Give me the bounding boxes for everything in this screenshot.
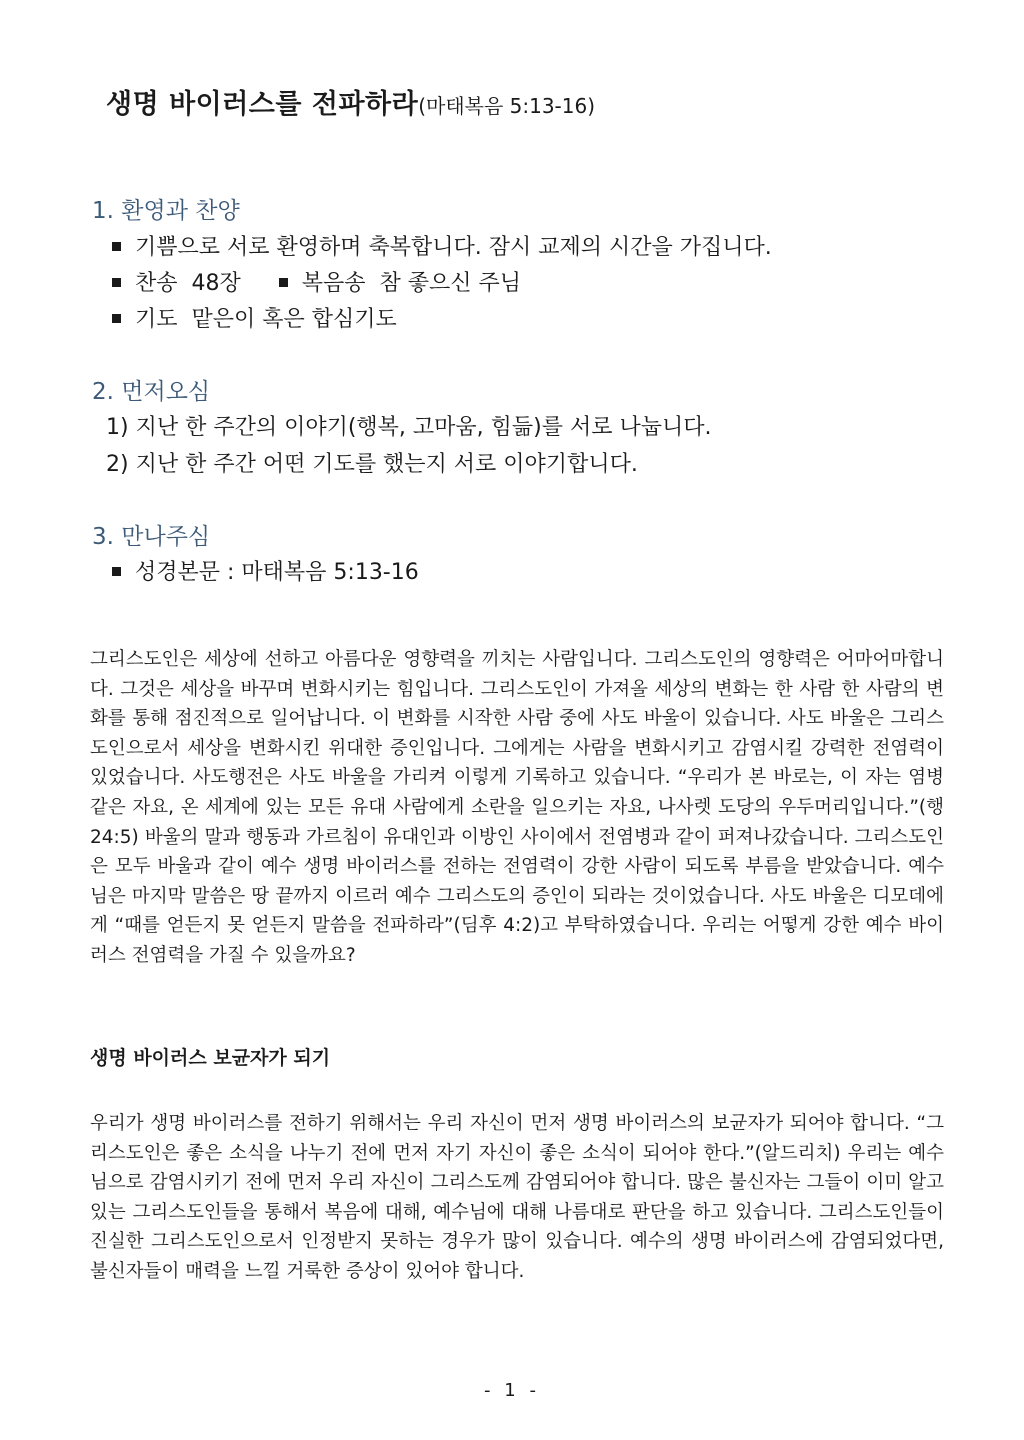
square-bullet-icon (112, 278, 121, 287)
list-item-text: 기쁨으로 서로 환영하며 축복합니다. 잠시 교제의 시간을 가집니다. (135, 235, 772, 260)
section-heading-welcome: 1. 환영과 찬양 (92, 198, 240, 224)
square-bullet-icon (112, 314, 121, 323)
list-item (112, 555, 419, 586)
list-item (112, 230, 772, 261)
list-item-text: 기도 맡은이 혹은 합심기도 (135, 307, 397, 332)
list-item: 1) 지난 한 주간의 이야기(행복, 고마움, 힘듦)를 서로 나눕니다. (106, 415, 712, 440)
square-bullet-icon (112, 567, 121, 576)
list-item-text: 찬송 48장 (135, 271, 241, 296)
document-title (106, 82, 595, 121)
square-bullet-icon (112, 242, 121, 251)
list-item: 2) 지난 한 주간 어떤 기도를 했는지 서로 이야기합니다. (106, 452, 638, 477)
list-item (112, 266, 521, 297)
section-heading-meeting: 3. 만나주심 (92, 524, 211, 550)
page-number: - 1 - (484, 1380, 540, 1401)
square-bullet-icon (279, 278, 288, 287)
list-item-text: 성경본문 : 마태복음 5:13-16 (135, 560, 419, 585)
list-item-text: 복음송 참 좋으신 주님 (301, 271, 521, 296)
list-item (112, 302, 397, 333)
title-main: 생명 바이러스를 전파하라 (106, 89, 419, 120)
body-paragraph: 그리스도인은 세상에 선하고 아름다운 영향력을 끼치는 사람입니다. 그리스도인의 영향력은 어마어마합니다. 그것은 세상을 바꾸며 변화시키는 힘입니다. 그리스도인이 가져올 세상의 변화는 한 사람 한 사람의 변화를 통해 점진적으로 일어납니다. 이 변화를 시작한 사람 중에 사도 바울이 있습니다. 사도 바울은 그리스도인으로서 세상을 변화시킨 위대한 증인입니다. 그에게는 사람을 변화시키고 감염시킬 강력한 전염력이 있었습니다. 사도행전은 사도 바울을 가리켜 이렇게 기록하고 있습니다. “우리가 본 바로는, 이 자는 염병 같은 자요, 온 세계에 있는 모든 유대 사람에게 소란을 일으키는 자요, 나사렛 도당의 우두머리입니다.”(행 24:5) 바울의 말과 행동과 가르침이 유대인과 이방인 사이에서 전염병과 같이 퍼져나갔습니다. 그리스도인은 모두 바울과 같이 예수 생명 바이러스를 전하는 전염력이 강한 사람이 되도록 부름을 받았습니다. 예수님은 마지막 말씀은 땅 끝까지 이르러 예수 그리스도의 증인이 되라는 것이었습니다. 사도 바울은 디모데에게 “때를 얻든지 못 얻든지 말씀을 전파하라”(딤후 4:2)고 부탁하였습니다. 우리는 어떻게 강한 예수 바이러스 전염력을 가질 수 있을까요? (90, 649, 944, 966)
title-reference: (마태복음 5:13-16) (418, 94, 596, 118)
section-subheading: 생명 바이러스 보균자가 되기 (90, 1047, 331, 1069)
section-heading-first-coming: 2. 먼저오심 (92, 379, 211, 405)
body-paragraph: 우리가 생명 바이러스를 전하기 위해서는 우리 자신이 먼저 생명 바이러스의 보균자가 되어야 합니다. “그리스도인은 좋은 소식을 나누기 전에 먼저 자기 자신이 좋은 소식이 되어야 한다.”(알드리치) 우리는 예수님으로 감염시키기 전에 먼저 우리 자신이 그리스도께 감염되어야 합니다. 많은 불신자는 그들이 이미 알고 있는 그리스도인들을 통해서 복음에 대해, 예수님에 대해 나름대로 판단을 하고 있습니다. 그리스도인들이 진실한 그리스도인으로서 인정받지 못하는 경우가 많이 있습니다. 예수의 생명 바이러스에 감염되었다면, 불신자들이 매력을 느낄 거룩한 증상이 있어야 합니다. (90, 1113, 944, 1282)
